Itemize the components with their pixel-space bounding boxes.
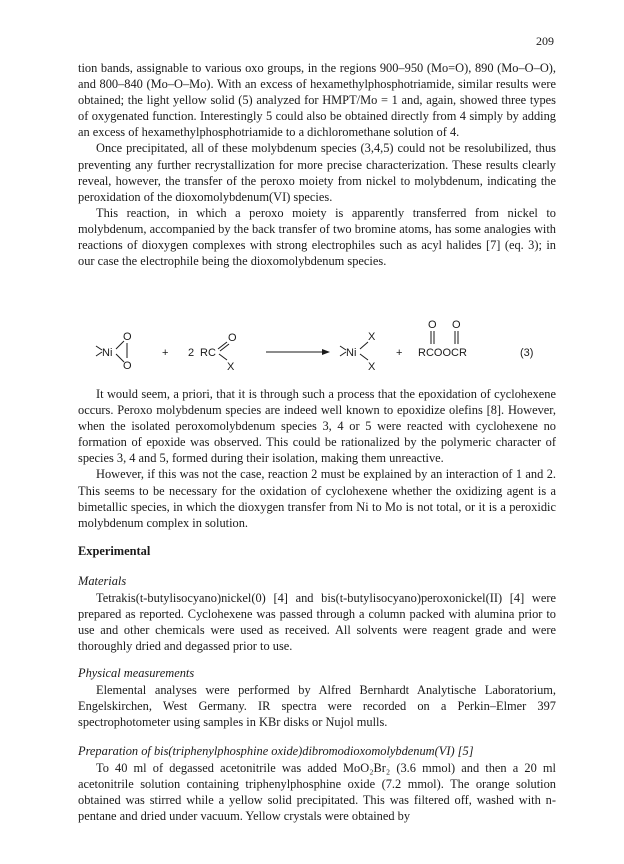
coefficient: 2 [188, 347, 195, 359]
oxygen-atom: O [452, 319, 461, 331]
anhydride-formula: RCOOCR [418, 347, 467, 359]
reaction-equation [78, 318, 556, 376]
acyl-group: RC [200, 347, 216, 359]
paragraph: Tetrakis(t-butylisocyano)nickel(0) [4] and bis(t-butylisocyano)peroxonickel(II) [4] were prepared as reported. Cyclohexene was passed through a column packed with alumina prior to use and other chemicals were used as received. All solvents were reagent grade and were thoroughly dried and degassed prior to use. [78, 591, 556, 654]
arrow-head [322, 349, 330, 355]
plus-sign: + [396, 347, 403, 359]
paragraph: Elemental analyses were performed by Alfred Bernhardt Analytische Laboratorium, Engelskirchen, West Germany. IR spectra were recorded on a Perkin–Elmer 397 spectrophotometer using samples in KBr disks or Nujol mulls. [78, 683, 556, 730]
experimental-heading: Experimental [78, 544, 151, 558]
page-number: 209 [536, 34, 554, 48]
oxygen-atom: O [428, 319, 437, 331]
oxygen-atom: O [123, 331, 132, 343]
physical-measurements-section [78, 682, 556, 730]
paragraph: Once precipitated, all of these molybdenum species (3,4,5) could not be resolubilized, thus preventing any further recrystallization for more precise characterization. These results clearly reveal, however, the transfer of the peroxo moiety from nickel to molybdenum, indicating the peroxidation of the dioxomolybdenum(VI) species. [78, 141, 556, 204]
preparation-section [78, 760, 556, 824]
c-o-double-bond [220, 344, 229, 351]
paragraph: To 40 ml of degassed acetonitrile was added MoO₂Br₂ (3.6 mmol) and then a 20 ml acetonitrile solution containing triphenylphosphine oxide (7.2 mmol). The orange solution obtained was stirred while a yellow solid precipitated. This was filtered off, washed with n-pentane and dried under vacuum. Yellow crystals were obtained by [78, 761, 556, 824]
equation-number: (3) [520, 347, 534, 359]
paragraph: tion bands, assignable to various oxo groups, in the regions 900–950 (Mo=O), 890 (Mo–O–O), and 800–840 (Mo–O–Mo). With an excess of hexamethylphosphotriamide, similar results were obtained; the light yellow solid (5) analyzed for HMPT/Mo = 1 and, again, showed three types of oxygenated function. Interestingly 5 could also be obtained directly from 4 simply by adding an excess of hexamethylphosphotriamide to a dichloromethane solution of 4. [78, 61, 556, 140]
oxygen-atom: O [123, 360, 132, 372]
oxygen-atom: O [228, 332, 237, 344]
nickel-atom: Ni [102, 347, 113, 359]
halide-atom: X [368, 331, 376, 343]
ni-x-bond [360, 342, 368, 349]
materials-heading: Materials [78, 574, 127, 588]
halide-atom: X [227, 361, 235, 373]
c-o-double-bond [218, 342, 227, 349]
ni-x-bond [360, 354, 368, 360]
discussion-text [78, 386, 556, 531]
halide-atom: X [368, 361, 376, 373]
materials-section [78, 590, 556, 654]
physical-measurements-heading: Physical measurements [78, 666, 195, 680]
nickel-atom: Ni [346, 347, 357, 359]
plus-sign: + [162, 347, 169, 359]
paragraph: It would seem, a priori, that it is through such a process that the epoxidation of cyclohexene occurs. Peroxo molybdenum species are indeed well known to epoxidize olefins [8]. However, when the isolated peroxomolybdenum species 3, 4 or 5 were reacted with cyclohexene no formation of epoxide was observed. This could be rationalized by the polymeric character of species 3, 4 and 5, formed during their isolation, making them unreactive. [78, 387, 556, 466]
c-x-bond [219, 354, 227, 360]
paragraph: This reaction, in which a peroxo moiety is apparently transferred from nickel to molybdenum, accompanied by the back transfer of two bromine atoms, has some analogies with reactions of dioxygen complexes with strong electrophiles such as acyl halides [7] (eq. 3); in our case the electrophile being the dioxomolybdenum species. [78, 205, 556, 269]
preparation-heading: Preparation of bis(triphenylphosphine oxide)dibromodioxomolybdenum(VI) [5] [78, 744, 474, 758]
intro-text [78, 60, 556, 269]
paragraph: However, if this was not the case, reaction 2 must be explained by an interaction of 1 and 2. This seems to be necessary for the oxidation of cyclohexene whether the oxidizing agent is a bimetallic species, in which the dioxygen transfer from Ni to Mo is not total, or it is a peroxidic molybdenum complex in solution. [78, 467, 556, 530]
